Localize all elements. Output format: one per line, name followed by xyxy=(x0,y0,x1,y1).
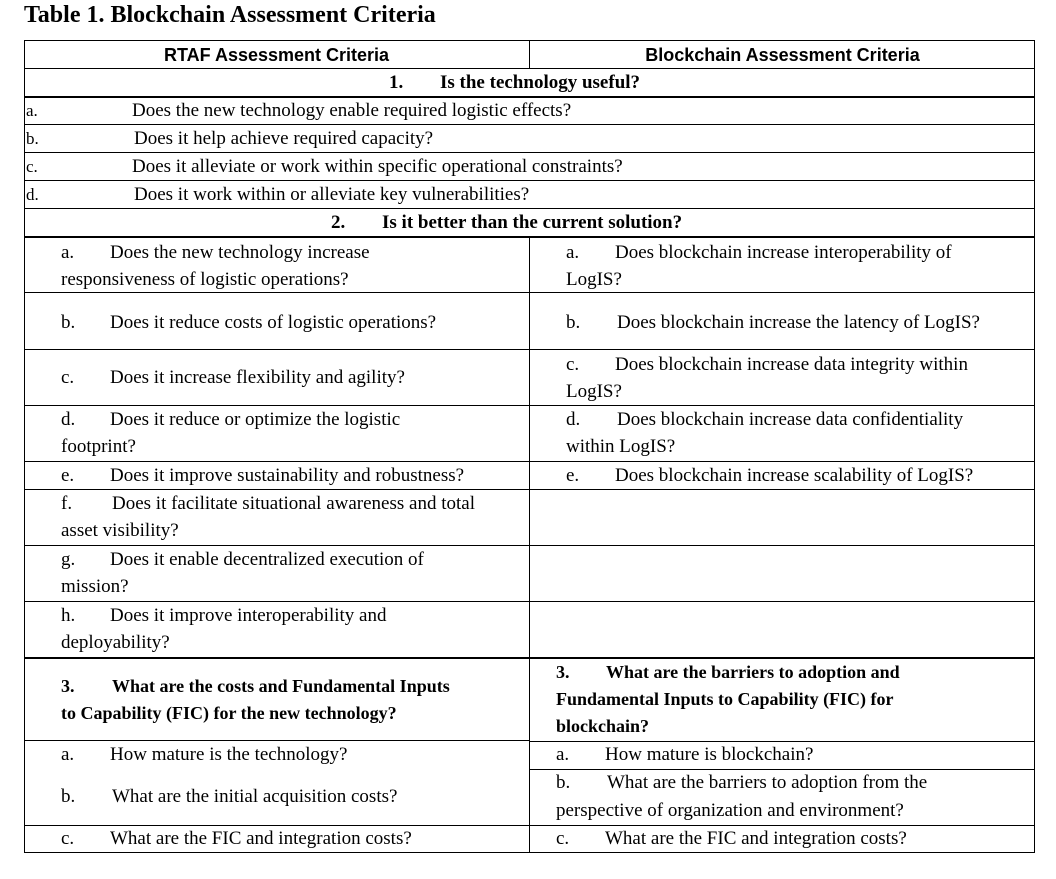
s3-right-letter-a: a. xyxy=(556,744,570,765)
s2-left-a-line2: responsiveness of logistic operations? xyxy=(61,269,349,290)
s2-right-a-line2: LogIS? xyxy=(566,269,622,290)
s3-left-heading-line1: What are the costs and Fundamental Inputs xyxy=(112,676,450,696)
s3-right-b-line2: perspective of organization and environment? xyxy=(556,800,904,821)
s3-right-number: 3. xyxy=(556,662,570,682)
s2-left-h-line1: Does it improve interoperability and xyxy=(110,605,387,626)
s2-left-letter-c: c. xyxy=(61,367,75,388)
s2-left-letter-f: f. xyxy=(61,493,73,514)
s2-right-letter-d: d. xyxy=(566,409,581,430)
s2-left-letter-g: g. xyxy=(61,549,76,570)
s3-right-heading-line2: Fundamental Inputs to Capability (FIC) for xyxy=(556,689,894,709)
section-1-item-b: Does it help achieve required capacity? xyxy=(134,128,434,149)
s3-left-b-line1: What are the initial acquisition costs? xyxy=(112,786,398,807)
s3-left-heading-line2: to Capability (FIC) for the new technology? xyxy=(61,703,397,723)
s2-left-d-line2: footprint? xyxy=(61,436,136,457)
s3-right-heading-line3: blockchain? xyxy=(556,716,650,736)
s3-left-letter-b: b. xyxy=(61,786,76,807)
header-rtaf: RTAF Assessment Criteria xyxy=(163,45,390,65)
s2-left-letter-h: h. xyxy=(61,605,76,626)
s2-left-g-line1: Does it enable decentralized execution of xyxy=(110,549,424,570)
section-1-letter-c: c. xyxy=(26,157,38,176)
s2-left-letter-d: d. xyxy=(61,409,76,430)
s2-right-d-line2: within LogIS? xyxy=(566,436,676,457)
s2-left-letter-b: b. xyxy=(61,312,76,333)
s3-left-c-line1: What are the FIC and integration costs? xyxy=(110,828,412,849)
s2-right-b-line1: Does blockchain increase the latency of LogIS? xyxy=(617,312,980,333)
s2-right-c-line2: LogIS? xyxy=(566,381,622,402)
s2-right-d-line1: Does blockchain increase data confidentiality xyxy=(617,409,964,430)
s3-left-letter-a: a. xyxy=(61,744,75,765)
s2-left-c-line1: Does it increase flexibility and agility? xyxy=(110,367,405,388)
s3-right-letter-b: b. xyxy=(556,772,571,793)
s2-right-letter-c: c. xyxy=(566,354,580,375)
s2-right-e-line1: Does blockchain increase scalability of LogIS? xyxy=(615,465,974,486)
section-1-letter-d: d. xyxy=(26,185,39,204)
s2-left-b-line1: Does it reduce costs of logistic operations? xyxy=(110,312,437,333)
s2-right-a-line1: Does blockchain increase interoperability of xyxy=(615,242,952,263)
s2-left-h-line2: deployability? xyxy=(61,632,170,653)
section-1-letter-b: b. xyxy=(26,129,39,148)
s3-right-a-line1: How mature is blockchain? xyxy=(605,744,814,765)
table-title: Table 1. Blockchain Assessment Criteria xyxy=(24,2,436,28)
s2-left-letter-e: e. xyxy=(61,465,75,486)
s3-right-c-line1: What are the FIC and integration costs? xyxy=(605,828,907,849)
s3-left-number: 3. xyxy=(61,676,75,696)
s3-right-b-line1: What are the barriers to adoption from the xyxy=(607,772,928,793)
s2-right-letter-a: a. xyxy=(566,242,580,263)
s3-left-letter-c: c. xyxy=(61,828,75,849)
s3-left-a-line1: How mature is the technology? xyxy=(110,744,348,765)
section-2-number: 2. xyxy=(331,212,346,233)
section-1-item-d: Does it work within or alleviate key vulnerabilities? xyxy=(134,184,530,205)
section-1-title: Is the technology useful? xyxy=(440,72,641,93)
s2-right-c-line1: Does blockchain increase data integrity within xyxy=(615,354,968,375)
s2-left-d-line1: Does it reduce or optimize the logistic xyxy=(110,409,401,430)
s2-right-letter-e: e. xyxy=(566,465,580,486)
s2-left-e-line1: Does it improve sustainability and robustness? xyxy=(110,465,465,486)
s2-left-g-line2: mission? xyxy=(61,576,129,597)
header-blockchain: Blockchain Assessment Criteria xyxy=(645,45,920,65)
s2-left-a-line1: Does the new technology increase xyxy=(110,242,370,263)
s3-right-heading-line1: What are the barriers to adoption and xyxy=(606,662,900,682)
section-2-title: Is it better than the current solution? xyxy=(382,212,683,233)
s3-right-letter-c: c. xyxy=(556,828,570,849)
section-1-letter-a: a. xyxy=(26,101,38,120)
section-1-number: 1. xyxy=(389,72,404,93)
s2-right-letter-b: b. xyxy=(566,312,581,333)
section-1-item-a: Does the new technology enable required logistic effects? xyxy=(132,100,572,121)
column-divider xyxy=(529,236,530,853)
s2-left-f-line2: asset visibility? xyxy=(61,520,179,541)
s2-left-f-line1: Does it facilitate situational awareness and total xyxy=(112,493,475,514)
section-1-item-c: Does it alleviate or work within specific operational constraints? xyxy=(132,156,623,177)
s2-left-letter-a: a. xyxy=(61,242,75,263)
